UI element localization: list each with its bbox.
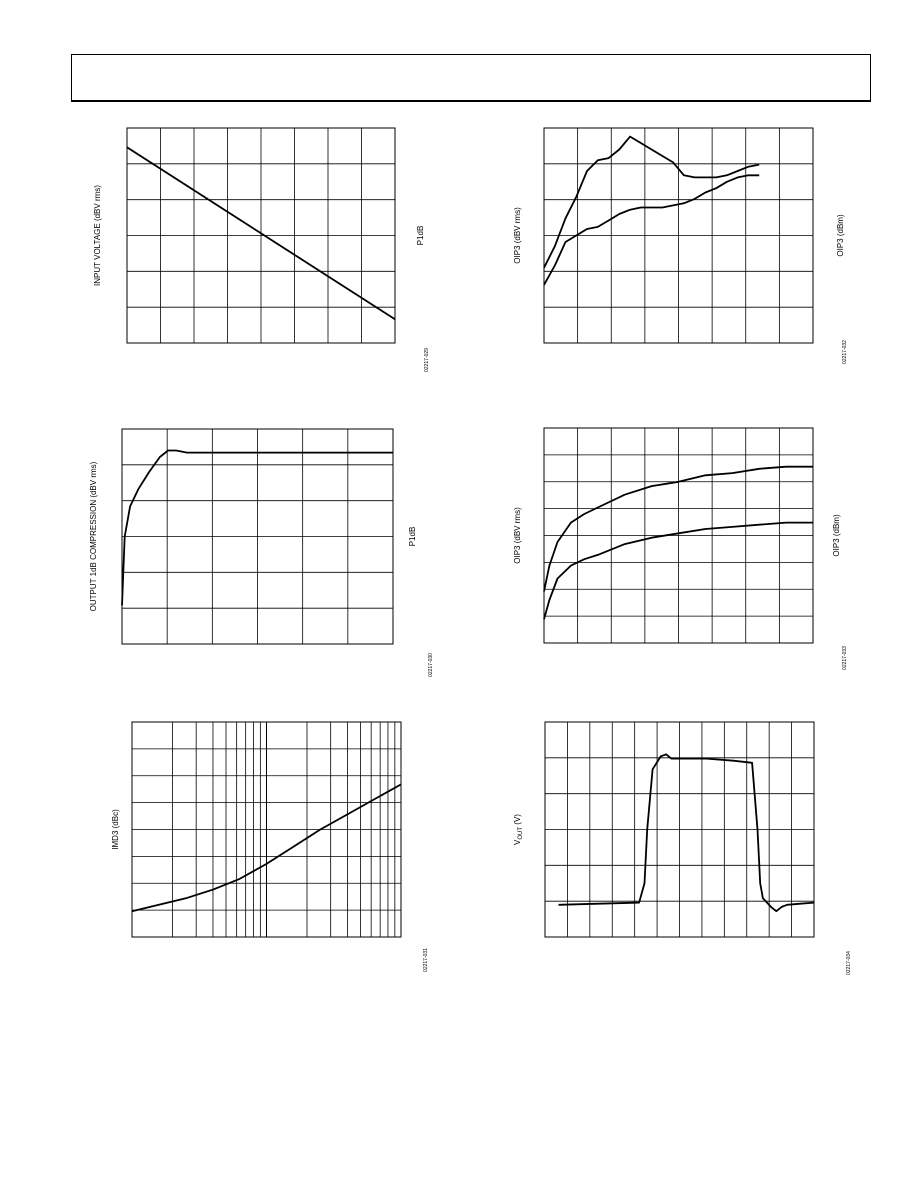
series-line-1	[544, 137, 759, 268]
chart-oip3-middle	[500, 420, 870, 690]
figure-code: 02217-032	[842, 340, 848, 364]
right-axis-label: P1dB	[416, 225, 425, 246]
figure-code: 02217-033	[842, 646, 848, 670]
chart-oip3-top	[500, 120, 870, 370]
chart-output-1db-compression	[80, 420, 450, 690]
right-axis-label: OIP3 (dBm)	[836, 214, 845, 257]
series-line-1	[559, 754, 815, 911]
figure-code: 02217-031	[423, 948, 429, 972]
chart-vout	[500, 715, 870, 985]
y-axis-label: INPUT VOLTAGE (dBV rms)	[93, 185, 102, 286]
right-axis-label: OIP3 (dBm)	[832, 514, 841, 557]
series-line-2	[544, 175, 759, 285]
y-axis-label: $V_{OUT}$ (V)	[513, 814, 524, 845]
page-header-box	[71, 54, 871, 102]
figure-code: 02217-029	[424, 348, 430, 372]
chart-input-voltage	[80, 120, 450, 380]
figure-code: 02217-030	[428, 653, 434, 677]
figure-code: 02217-034	[846, 951, 852, 975]
y-axis-label: OUTPUT 1dB COMPRESSION (dBV rms)	[89, 461, 98, 612]
y-axis-label: OIP3 (dBV rms)	[513, 507, 522, 564]
y-axis-label: IMD3 (dBc)	[111, 809, 120, 850]
chart-imd3	[80, 715, 450, 985]
right-axis-label: P1dB	[408, 526, 417, 547]
y-axis-label: OIP3 (dBV rms)	[513, 207, 522, 264]
